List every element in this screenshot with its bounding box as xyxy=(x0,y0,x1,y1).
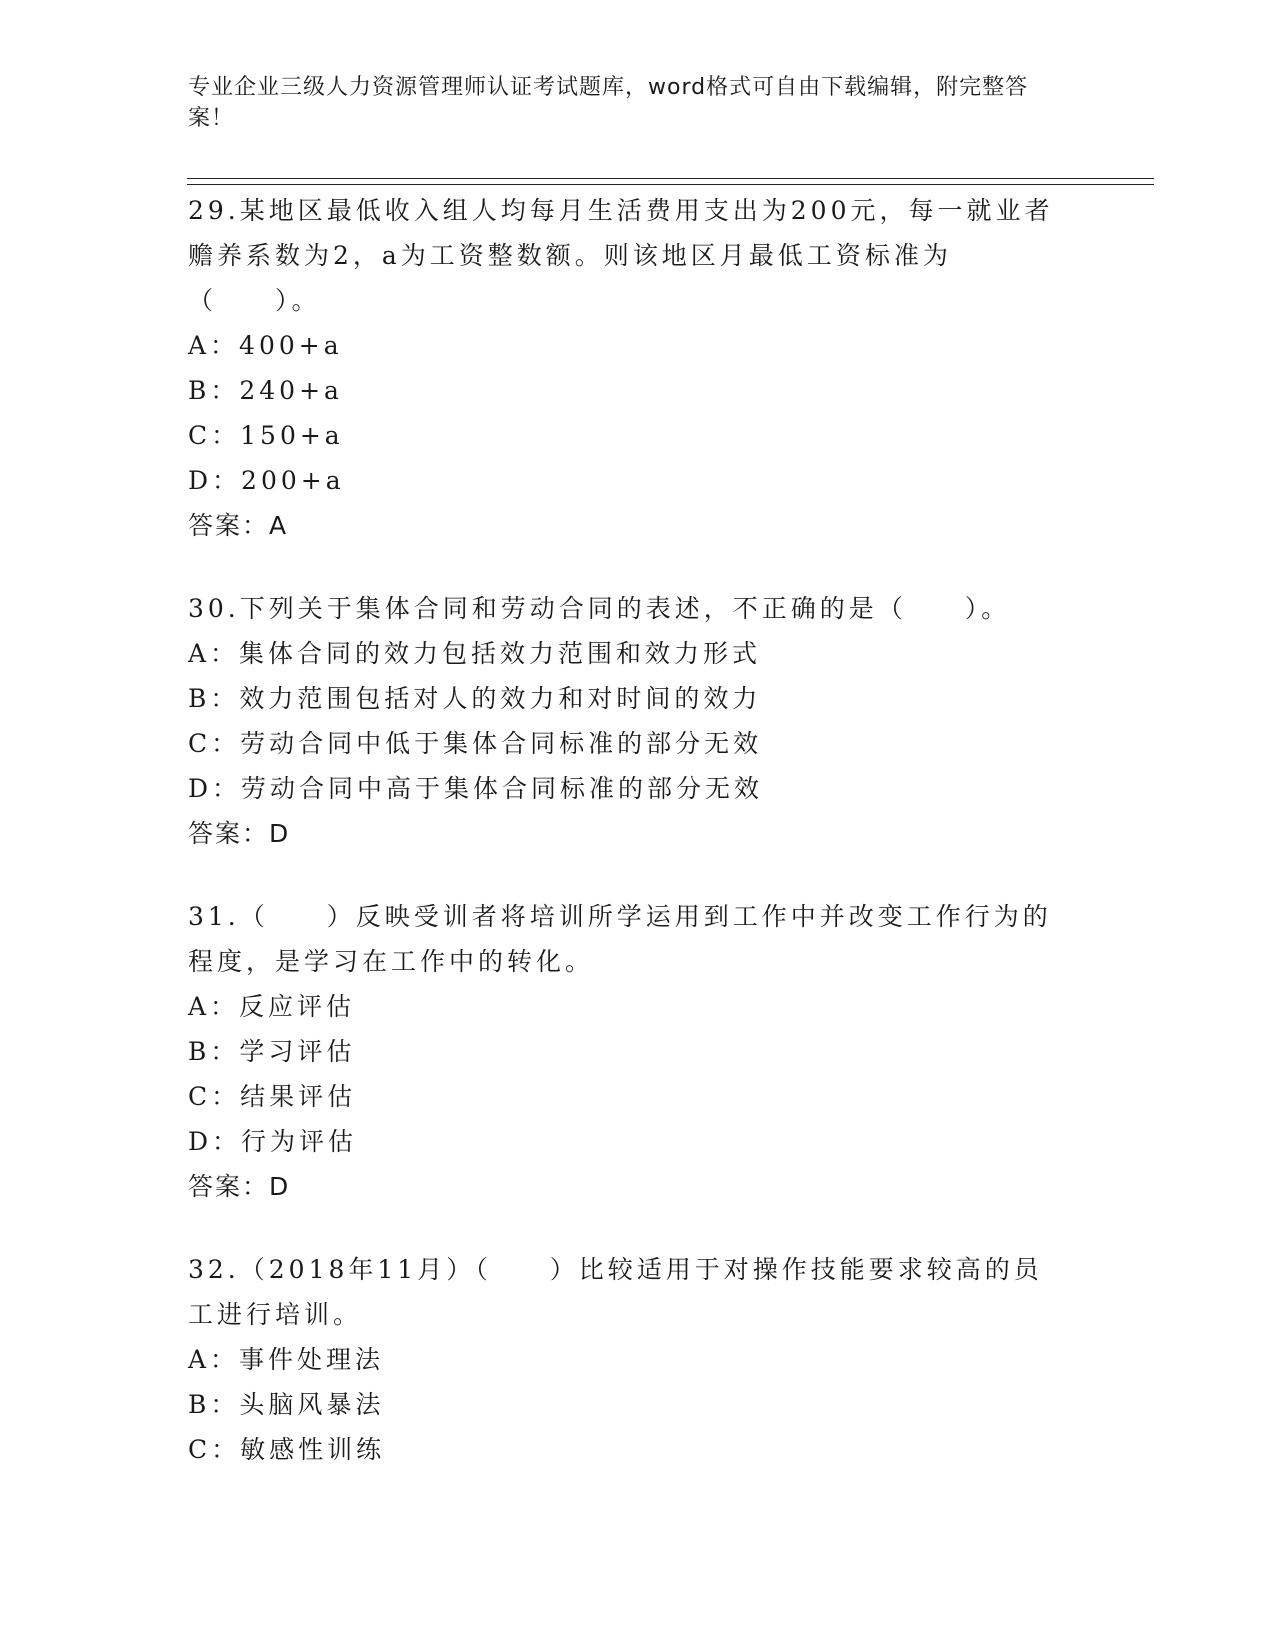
question-stem: 29.某地区最低收入组人均每月生活费用支出为200元，每一就业者赡养系数为2，a为工资整数额。则该地区月最低工资标准为（ ）。 xyxy=(188,196,1054,315)
question-list xyxy=(188,188,1088,1510)
option-d: D：劳动合同中高于集体合同标准的部分无效 xyxy=(188,774,764,803)
question-stem: 31.（ ）反映受训者将培训所学运用到工作中并改变工作行为的程度，是学习在工作中的转化。 xyxy=(188,902,1052,976)
question-stem: 32.（2018年11月）（ ）比较适用于对操作技能要求较高的员工进行培训。 xyxy=(188,1255,1043,1329)
option-c: C：敏感性训练 xyxy=(188,1435,386,1464)
option-a: A：事件处理法 xyxy=(188,1345,385,1374)
question-31 xyxy=(188,894,1088,1209)
answer: 答案：A xyxy=(188,511,289,540)
option-a: A：400+a xyxy=(188,331,343,360)
option-b: B：学习评估 xyxy=(188,1037,356,1066)
option-c: C：劳动合同中低于集体合同标准的部分无效 xyxy=(188,729,763,758)
option-d: D：行为评估 xyxy=(188,1127,358,1156)
option-a: A：反应评估 xyxy=(188,992,356,1021)
option-c: C：150+a xyxy=(188,421,344,450)
header-divider-top xyxy=(187,178,1154,179)
question-29 xyxy=(188,188,1088,548)
question-30 xyxy=(188,586,1088,856)
option-b: B：效力范围包括对人的效力和对时间的效力 xyxy=(188,684,762,713)
question-stem: 30.下列关于集体合同和劳动合同的表述，不正确的是（ ）。 xyxy=(188,594,1011,623)
question-32 xyxy=(188,1247,1088,1472)
option-b: B：240+a xyxy=(188,376,343,405)
option-c: C：结果评估 xyxy=(188,1082,357,1111)
option-d: D：200+a xyxy=(188,466,345,495)
header-divider-bottom xyxy=(187,184,1154,185)
answer: 答案：D xyxy=(188,1172,291,1201)
option-a: A：集体合同的效力包括效力范围和效力形式 xyxy=(188,639,762,668)
option-b: B：头脑风暴法 xyxy=(188,1390,385,1419)
document-header: 专业企业三级人力资源管理师认证考试题库，word格式可自由下载编辑，附完整答案！ xyxy=(188,75,1029,131)
answer: 答案：D xyxy=(188,819,291,848)
